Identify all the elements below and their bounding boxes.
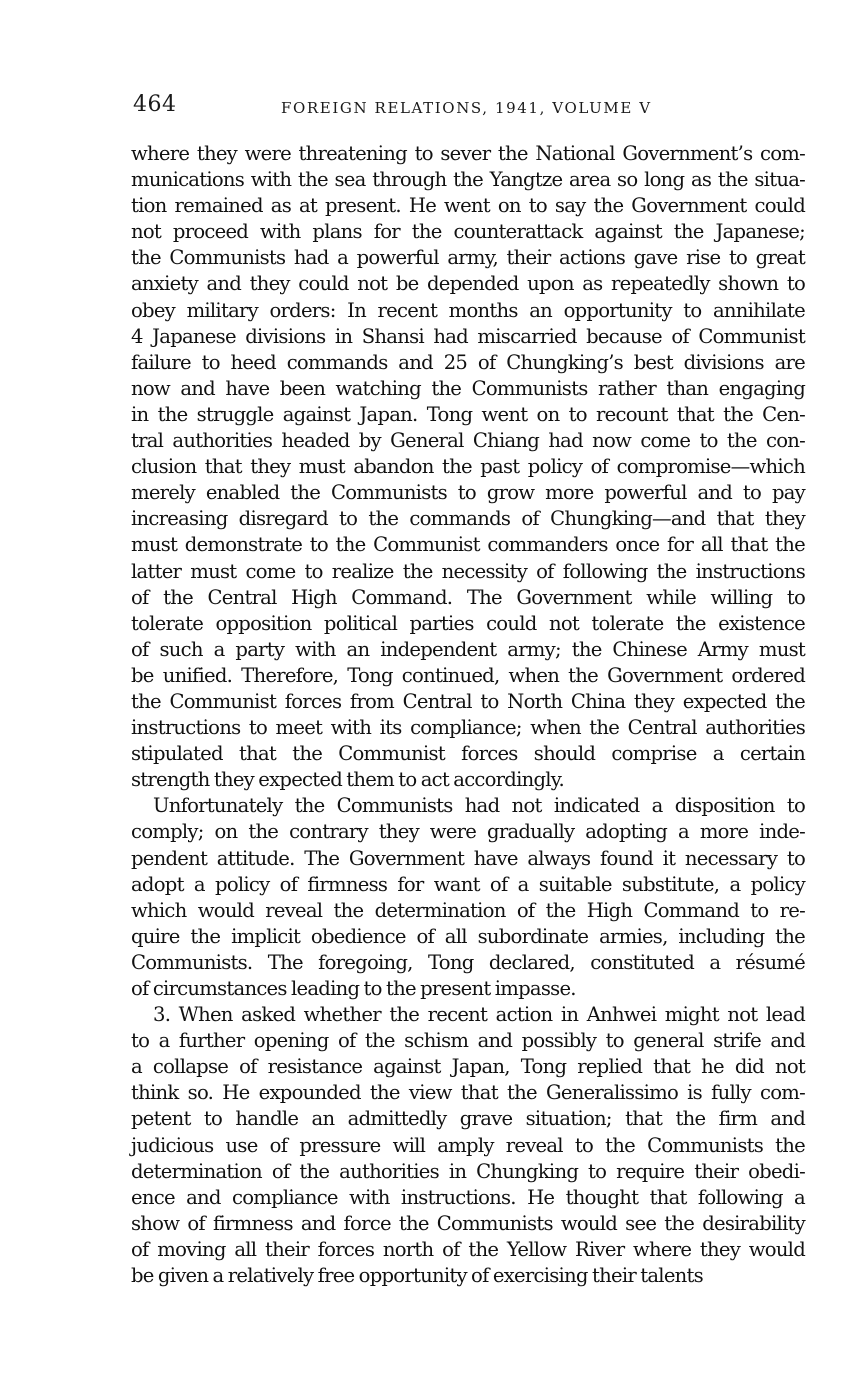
text-line: tral authorities headed by General Chiang had now come to the con-	[131, 429, 805, 453]
text-line: not proceed with plans for the counterattack against the Japanese;	[131, 220, 805, 244]
text-line: in the struggle against Japan. Tong went on to recount that the Cen-	[131, 402, 805, 426]
text-line: Communists. The foregoing, Tong declared, constituted a résumé	[131, 950, 805, 974]
text-line: which would reveal the determination of the High Command to re-	[131, 898, 805, 922]
text-line: must demonstrate to the Communist commanders once for all that the	[131, 533, 805, 557]
text-line: to a further opening of the schism and possibly to general strife and	[131, 1029, 805, 1053]
text-line: instructions to meet with its compliance; when the Central authorities	[131, 716, 805, 740]
text-line: anxiety and they could not be depended upon as repeatedly shown to	[131, 272, 805, 296]
page-number: 464	[133, 92, 177, 117]
text-line: munications with the sea through the Yangtze area so long as the situa-	[131, 168, 805, 192]
text-line: now and have been watching the Communists rather than engaging	[131, 376, 805, 400]
text-line: clusion that they must abandon the past policy of compromise—which	[131, 455, 805, 479]
text-line: 4 Japanese divisions in Shansi had miscarried because of Communist	[131, 324, 805, 348]
text-line: judicious use of pressure will amply reveal to the Communists the	[131, 1133, 805, 1157]
text-line: ence and compliance with instructions. He thought that following a	[131, 1185, 805, 1209]
running-head	[133, 92, 803, 122]
text-line: where they were threatening to sever the National Government’s com-	[131, 142, 805, 165]
text-line: tion remained as at present. He went on to say the Government could	[131, 194, 805, 218]
text-line: of circumstances leading to the present impasse.	[131, 977, 576, 1000]
paragraph	[131, 1002, 805, 1289]
text-line: comply; on the contrary they were gradually adopting a more inde-	[131, 820, 805, 844]
paragraph	[131, 793, 805, 1002]
text-line: 3. When asked whether the recent action in Anhwei might not lead	[153, 1003, 805, 1027]
text-line: Unfortunately the Communists had not indicated a disposition to	[153, 794, 805, 818]
text-line: petent to handle an admittedly grave situation; that the firm and	[131, 1107, 805, 1131]
text-line: of moving all their forces north of the Yellow River where they would	[131, 1237, 805, 1261]
text-line: merely enabled the Communists to grow more powerful and to pay	[131, 481, 805, 505]
text-line: a collapse of resistance against Japan, Tong replied that he did not	[131, 1055, 805, 1079]
text-line: tolerate opposition political parties could not tolerate the existence	[131, 611, 805, 635]
body-text	[131, 141, 805, 1289]
text-line: be unified. Therefore, Tong continued, when the Government ordered	[131, 663, 805, 687]
text-line: obey military orders: In recent months an opportunity to annihilate	[131, 298, 805, 322]
text-line: show of firmness and force the Communists would see the desirability	[131, 1211, 805, 1235]
text-line: of such a party with an independent army; the Chinese Army must	[131, 637, 805, 661]
text-line: stipulated that the Communist forces should comprise a certain	[131, 742, 805, 766]
text-line: the Communists had a powerful army, their actions gave rise to great	[131, 246, 805, 270]
text-line: latter must come to realize the necessity of following the instructions	[131, 559, 805, 583]
text-line: strength they expected them to act accordingly.	[131, 768, 564, 792]
text-line: increasing disregard to the commands of Chungking—and that they	[131, 507, 805, 531]
text-line: the Communist forces from Central to North China they expected the	[131, 689, 805, 713]
text-line: determination of the authorities in Chungking to require their obedi-	[131, 1159, 805, 1183]
paragraph	[131, 141, 805, 793]
running-title: FOREIGN RELATIONS, 1941, VOLUME V	[281, 99, 652, 117]
text-line: failure to heed commands and 25 of Chungking’s best divisions are	[131, 350, 805, 374]
text-line: adopt a policy of firmness for want of a suitable substitute, a policy	[131, 872, 805, 896]
text-line: pendent attitude. The Government have always found it necessary to	[131, 846, 805, 870]
text-line: think so. He expounded the view that the Generalissimo is fully com-	[131, 1081, 805, 1105]
text-line: quire the implicit obedience of all subordinate armies, including the	[131, 924, 805, 948]
text-line: be given a relatively free opportunity of exercising their talents	[131, 1264, 703, 1288]
text-line: of the Central High Command. The Government while willing to	[131, 585, 805, 609]
